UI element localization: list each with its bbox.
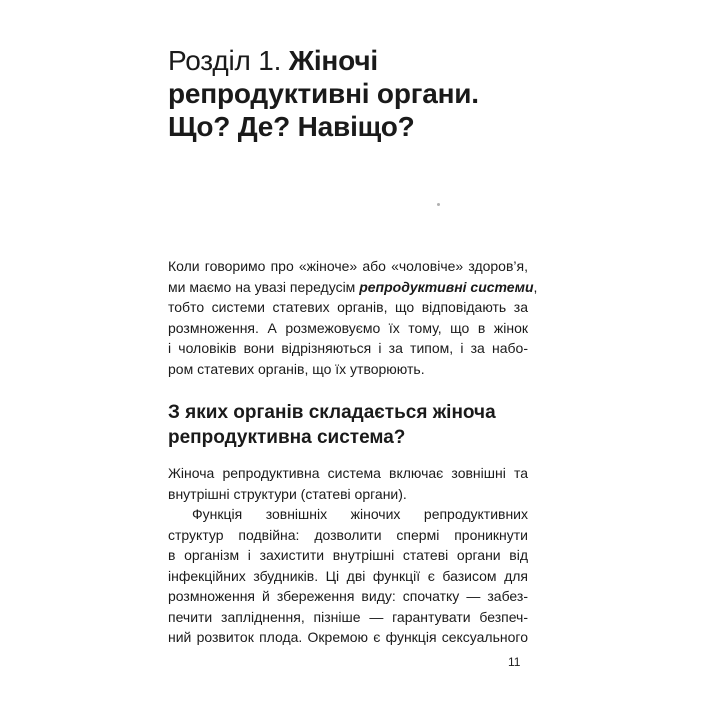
body-line: ний розвиток плода. Окремою є функція сексуального xyxy=(168,629,528,645)
section-heading xyxy=(168,400,538,450)
chapter-title-part3: Що? Де? Навіщо? xyxy=(168,111,415,142)
intro-line: і чоловіків вони відрізняються і за типом, і за набо- xyxy=(168,340,528,356)
intro-paragraph xyxy=(168,256,538,379)
intro-line: Коли говоримо про «жіноче» або «чоловіче» здоров’я, xyxy=(168,258,528,274)
body-line: Жіноча репродуктивна система включає зовнішні та xyxy=(168,465,528,481)
body-text xyxy=(168,463,528,648)
intro-line xyxy=(168,277,538,298)
chapter-title-part2: репродуктивні органи. xyxy=(168,78,479,109)
body-line: розмноження й збереження виду: спочатку — забез- xyxy=(168,588,528,604)
chapter-title-part1: Жіночі xyxy=(288,45,378,76)
emphasized-term: репродуктивні системи xyxy=(359,278,534,295)
intro-text: ми маємо на увазі передусім xyxy=(168,278,360,295)
body-line: внутрішні структури (статеві органи). xyxy=(168,485,407,502)
body-line: інфекційних збудників. Ці дві функції є базисом для xyxy=(168,567,528,584)
chapter-title xyxy=(168,44,568,143)
body-line: Функція зовнішніх жіночих репродуктивних xyxy=(192,506,528,522)
body-line: в організм і захистити внутрішні статеві органи від xyxy=(168,547,528,563)
page-number: 11 xyxy=(508,655,521,669)
intro-line: ром статевих органів, що їх утворюють. xyxy=(168,360,425,377)
intro-text: , xyxy=(533,278,538,295)
chapter-number: Розділ 1. xyxy=(168,45,289,76)
section-heading-line: репродуктивна система? xyxy=(168,427,406,448)
body-line: структур подвійна: дозволити спермі проникнути xyxy=(168,526,528,543)
decorative-dot xyxy=(437,203,440,206)
section-heading-line: З яких органів складається жіноча xyxy=(168,402,496,423)
body-line: печити запліднення, пізніше — гарантувати безпеч- xyxy=(168,608,528,625)
intro-line: тобто системи статевих органів, що відповідають за xyxy=(168,299,528,315)
intro-line: розмноження. А розмежовуємо їх тому, що в жінок xyxy=(168,319,528,336)
